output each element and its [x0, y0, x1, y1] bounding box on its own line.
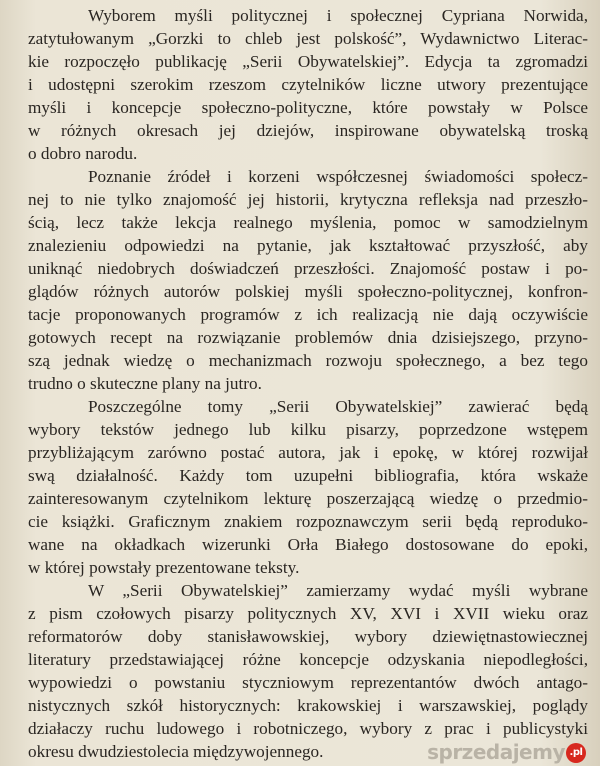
text-line: wypowiedzi o powstaniu styczniowym reprezentantów dwóch antago- — [28, 673, 588, 692]
paragraph — [28, 579, 588, 763]
text-line: zatytułowanym „Gorzki to chleb jest polskość”, Wydawnictwo Literac- — [28, 29, 588, 48]
text-line: Poszczególne tomy „Serii Obywatelskiej” zawierać będą — [88, 397, 588, 416]
text-line: szą jednak wiedzę o mechanizmach rozwoju społecznego, a bez tego — [28, 351, 588, 370]
text-line: glądów różnych autorów polskiej myśli społeczno-politycznej, konfron- — [28, 282, 588, 301]
text-line: swą działalność. Każdy tom uzupełni bibliografia, która wskaże — [28, 466, 588, 485]
text-line: literatury przedstawiającej różne koncepcje odzyskania niepodległości, — [28, 650, 588, 669]
text-line: w różnych okresach jej dziejów, inspirowane obywatelską troską — [28, 121, 588, 140]
text-line: zainteresowanym czytelnikom lekturę poszerzającą wiedzę o przedmio- — [28, 489, 588, 508]
text-line: kie rozpoczęło publikację „Serii Obywatelskiej”. Edycja ta zgromadzi — [28, 52, 588, 71]
text-line: o dobro narodu. — [28, 144, 138, 163]
text-line: ścią, lecz także lekcja realnego myślenia, pomoc w samodzielnym — [28, 213, 588, 232]
text-line: gotowych recept na rozwiązanie problemów dnia dzisiejszego, przyno- — [28, 328, 588, 347]
text-line: myśli i koncepcje społeczno-polityczne, które powstały w Polsce — [28, 98, 588, 117]
text-line: wane na okładkach wizerunki Orła Białego dostosowane do epoki, — [28, 535, 588, 554]
text-line: W „Serii Obywatelskiej” zamierzamy wydać myśli wybrane — [88, 581, 588, 600]
text-line: z pism czołowych pisarzy politycznych XV, XVI i XVII wieku oraz — [28, 604, 588, 623]
text-line: Poznanie źródeł i korzeni współczesnej świadomości społecz- — [88, 167, 588, 186]
paragraph — [28, 165, 588, 395]
watermark-badge: .pl — [566, 743, 586, 763]
text-line: w której powstały prezentowane teksty. — [28, 558, 300, 577]
document-page — [28, 4, 588, 763]
text-line: wybory tekstów jednego lub kilku pisarzy, poprzedzone wstępem — [28, 420, 588, 439]
text-line: znalezieniu odpowiedzi na pytanie, jak kształtować przyszłość, aby — [28, 236, 588, 255]
text-line: uniknąć niedobrych doświadczeń przeszłości. Znajomość postaw i po- — [28, 259, 588, 278]
watermark-text: sprzedajemy — [427, 740, 565, 764]
text-line: trudno o skuteczne plany na jutro. — [28, 374, 262, 393]
text-line: przybliżającym zarówno postać autora, jak i epokę, w której rozwijał — [28, 443, 588, 462]
text-line: i udostępni szerokim rzeszom czytelników liczne utwory prezentujące — [28, 75, 588, 94]
watermark-logo — [427, 739, 586, 765]
text-line: cie książki. Graficznym znakiem rozpoznawczym serii będą reproduko- — [28, 512, 588, 531]
text-line: tacje proponowanych programów z ich realizacją nie dają oczywiście — [28, 305, 588, 324]
text-line: nistycznych szkół historycznych: krakowskiej i warszawskiej, poglądy — [28, 696, 588, 715]
text-line: Wyborem myśli politycznej i społecznej Cypriana Norwida, — [88, 6, 588, 25]
text-line: działaczy ruchu ludowego i robotniczego, wybory z prac i publicystyki — [28, 719, 588, 738]
paragraph — [28, 395, 588, 579]
paragraph — [28, 4, 588, 165]
text-line: nej to nie tylko znajomość jej historii, krytyczna refleksja nad przeszło- — [28, 190, 588, 209]
text-line: reformatorów doby stanisławowskiej, wybory dziewiętnastowiecznej — [28, 627, 588, 646]
text-line: okresu dwudziestolecia międzywojennego. — [28, 742, 324, 761]
